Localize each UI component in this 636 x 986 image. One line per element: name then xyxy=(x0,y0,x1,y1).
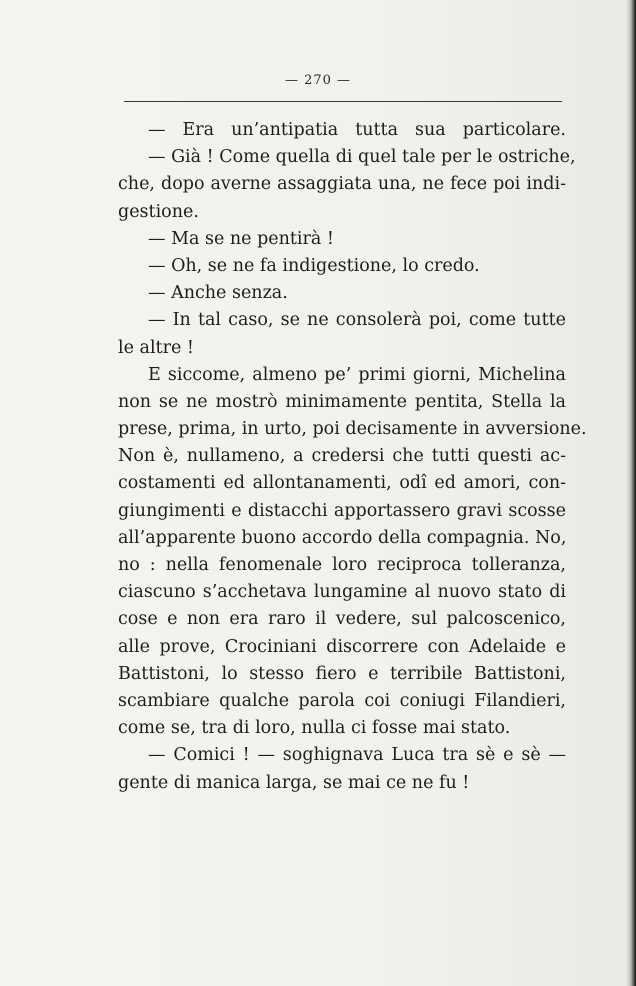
text-line: — Ma se ne pentirà ! xyxy=(148,228,334,249)
page-number: — 270 — xyxy=(284,73,352,88)
text-line: le altre ! xyxy=(118,337,194,358)
text-line: cose e non era raro il vedere, sul palcoscenico, xyxy=(118,609,566,630)
header-rule xyxy=(124,101,562,102)
text-line: costamenti ed allontanamenti, odî ed amori, con- xyxy=(118,473,566,494)
text-line: — Già ! Come quella di quel tale per le ostriche, xyxy=(148,147,576,168)
text-line: come se, tra di loro, nulla ci fosse mai stato. xyxy=(118,718,511,739)
text-line: giungimenti e distacchi apportassero gravi scosse xyxy=(118,500,566,521)
text-line: che, dopo averne assaggiata una, ne fece poi indi- xyxy=(118,174,566,195)
text-line: Non è, nullameno, a credersi che tutti questi ac- xyxy=(118,446,566,467)
text-line: Battistoni, lo stesso fiero e terribile Battistoni, xyxy=(118,663,566,684)
text-line: E siccome, almeno pe’ primi giorni, Michelina xyxy=(148,364,566,385)
text-line: alle prove, Crociniani discorrere con Adelaide e xyxy=(118,636,566,657)
text-line: no : nella fenomenale loro reciproca tolleranza, xyxy=(118,555,566,575)
text-line: — Comici ! — soghignava Luca tra sè e sè — xyxy=(148,745,566,766)
text-line: prese, prima, in urto, poi decisamente in avversione. xyxy=(118,419,587,440)
text-line: gestione. xyxy=(118,201,199,222)
text-line: scambiare qualche parola coi coniugi Filandieri, xyxy=(118,690,566,711)
text-line: — Oh, se ne fa indigestione, lo credo. xyxy=(148,255,480,276)
text-line: — In tal caso, se ne consolerà poi, come tutte xyxy=(148,310,566,331)
text-line: — Anche senza. xyxy=(148,283,288,304)
body-text xyxy=(118,117,587,797)
text-line: non se ne mostrò minimamente pentita, Stella la xyxy=(118,391,566,412)
text-line: — Era un’antipatia tutta sua particolare. xyxy=(148,120,566,140)
text-line: all’apparente buono accordo della compagnia. No, xyxy=(118,527,567,548)
text-line: gente di manica larga, se mai ce ne fu ! xyxy=(118,772,470,793)
text-line: ciascuno s’acchetava lungamine al nuovo stato di xyxy=(118,582,566,603)
page-binding-shadow xyxy=(626,0,636,986)
